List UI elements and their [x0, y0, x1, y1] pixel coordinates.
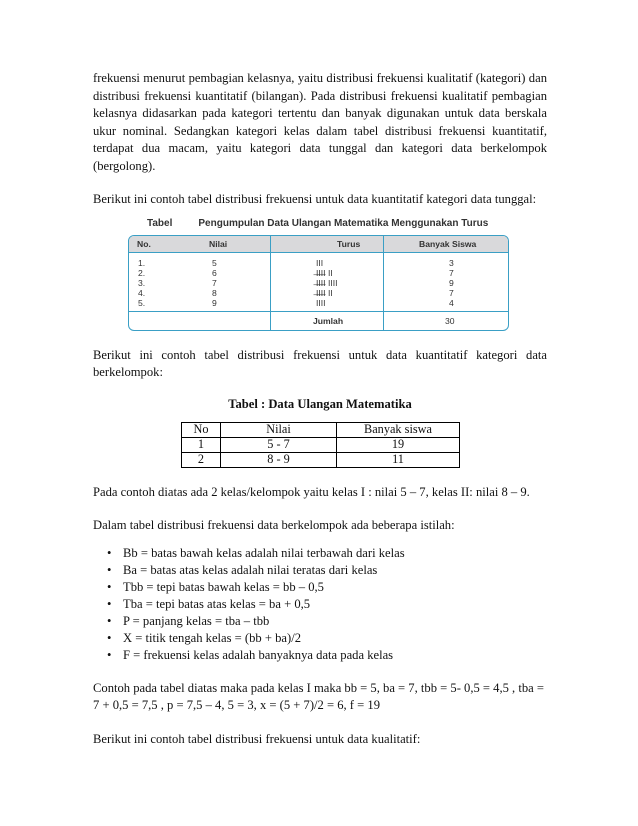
figure-label: Tabel	[147, 217, 173, 229]
calculation-text: Contoh pada tabel diatas maka pada kelas I maka bb = 5, ba = 7, tbb = 5- 0,5 = 4,5 , tba = 7 + 0,5 = 7,5 , p = 7,5 – 4, 5 = 3, x = (5 + 7)/2 = 6, f = 19	[93, 680, 544, 712]
table-row	[182, 437, 460, 452]
table-row	[129, 288, 508, 298]
table-header-row	[182, 422, 460, 437]
row-banyak: 9	[449, 277, 454, 288]
row-nilai: 9	[212, 297, 217, 308]
group-table-caption: Tabel : Data Ulangan Matematika	[228, 396, 412, 411]
intro-paragraph: frekuensi menurut pembagian kelasnya, yaitu distribusi frekuensi kualitatif (kategori) dan distribusi frekuensi kuantitatif (bilangan). Pada distribusi frekuensi kualitatif pembagian kelasnya didasarkan pada kategori tertentu dan banyak digunakan untuk data berskala ukur nominal. Sedangkan kategori kelas dalam tabel distribusi frekuensi kuantitatif, terdapat dua macam, yaitu kategori data tunggal dan kategori data berkelompok (bergolong).	[93, 71, 547, 173]
row-no: 1.	[138, 257, 146, 268]
row-banyak: 3	[449, 257, 454, 268]
row-no: 2	[182, 452, 221, 467]
table-row	[129, 268, 508, 278]
row-banyak: 19	[337, 437, 460, 452]
row-banyak: 11	[337, 452, 460, 467]
turus-figure-table	[128, 218, 509, 331]
bullet-icon: •	[107, 562, 112, 577]
list-item	[93, 579, 547, 596]
header-turus: Turus	[337, 238, 361, 249]
figure-table-footer	[129, 311, 508, 331]
list-item	[93, 647, 547, 664]
group-data-intro: Berikut ini contoh tabel distribusi frekuensi untuk data kuantitatif kategori data berkelompok:	[93, 347, 547, 379]
row-nilai: 7	[212, 277, 217, 288]
row-no: 4.	[138, 287, 146, 298]
footer-total: 30	[445, 315, 455, 326]
row-turus: ̶I̶I̶I̶I II	[316, 267, 333, 278]
figure-title	[147, 218, 488, 229]
header-banyak-siswa: Banyak Siswa	[419, 238, 477, 249]
list-item	[93, 613, 547, 630]
term-text: Tba = tepi batas atas kelas = ba + 0,5	[123, 596, 311, 611]
single-data-intro: Berikut ini contoh tabel distribusi frekuensi untuk data kuantitatif kategori data tunggal:	[93, 192, 537, 206]
bullet-icon: •	[107, 545, 112, 560]
list-item	[93, 596, 547, 613]
term-text: X = titik tengah kelas = (bb + ba)/2	[123, 630, 301, 645]
row-nilai: 6	[212, 267, 217, 278]
table-row	[129, 298, 508, 308]
terms-intro: Dalam tabel distribusi frekuensi data berkelompok ada beberapa istilah:	[93, 518, 455, 532]
table-row	[129, 278, 508, 288]
bullet-icon: •	[107, 647, 112, 662]
figure-table-box	[128, 235, 509, 331]
row-banyak: 7	[449, 287, 454, 298]
term-text: P = panjang kelas = tba – tbb	[123, 613, 270, 628]
term-text: F = frekuensi kelas adalah banyaknya data pada kelas	[123, 647, 394, 662]
row-no: 3.	[138, 277, 146, 288]
table-row	[129, 258, 508, 268]
list-item	[93, 630, 547, 647]
term-text: Ba = batas atas kelas adalah nilai teratas dari kelas	[123, 562, 378, 577]
bullet-icon: •	[107, 613, 112, 628]
row-nilai: 5	[212, 257, 217, 268]
footer-label: Jumlah	[313, 315, 344, 326]
row-turus: ̶I̶I̶I̶I II	[316, 287, 333, 298]
term-text: Bb = batas bawah kelas adalah nilai terbawah dari kelas	[123, 545, 405, 560]
header-no: No	[182, 422, 221, 437]
table-row	[182, 452, 460, 467]
bullet-icon: •	[107, 579, 112, 594]
qualitative-intro: Berikut ini contoh tabel distribusi frekuensi untuk data kualitatif:	[93, 731, 421, 746]
bullet-icon: •	[107, 630, 112, 645]
row-nilai: 8 - 9	[221, 452, 337, 467]
figure-table-header	[129, 236, 508, 253]
row-turus: III	[316, 257, 324, 268]
row-turus: IIII	[316, 297, 326, 308]
header-nilai: Nilai	[221, 422, 337, 437]
row-nilai: 5 - 7	[221, 437, 337, 452]
figure-caption: Pengumpulan Data Ulangan Matematika Menggunakan Turus	[198, 217, 489, 229]
row-banyak: 7	[449, 267, 454, 278]
terms-list	[93, 545, 547, 664]
header-no: No.	[137, 238, 151, 249]
row-no: 1	[182, 437, 221, 452]
term-text: Tbb = tepi batas bawah kelas = bb – 0,5	[123, 579, 324, 594]
list-item	[93, 545, 547, 562]
row-banyak: 4	[449, 297, 454, 308]
bullet-icon: •	[107, 596, 112, 611]
group-table	[181, 422, 460, 468]
list-item	[93, 562, 547, 579]
document-page	[93, 70, 547, 748]
example-text: Pada contoh diatas ada 2 kelas/kelompok yaitu kelas I : nilai 5 – 7, kelas II: nilai 8 – 9.	[93, 484, 530, 499]
row-no: 2.	[138, 267, 146, 278]
header-nilai: Nilai	[209, 238, 228, 249]
row-no: 5.	[138, 297, 146, 308]
row-nilai: 8	[212, 287, 217, 298]
row-turus: ̶I̶I̶I̶I IIII	[316, 277, 338, 288]
header-banyak-siswa: Banyak siswa	[337, 422, 460, 437]
